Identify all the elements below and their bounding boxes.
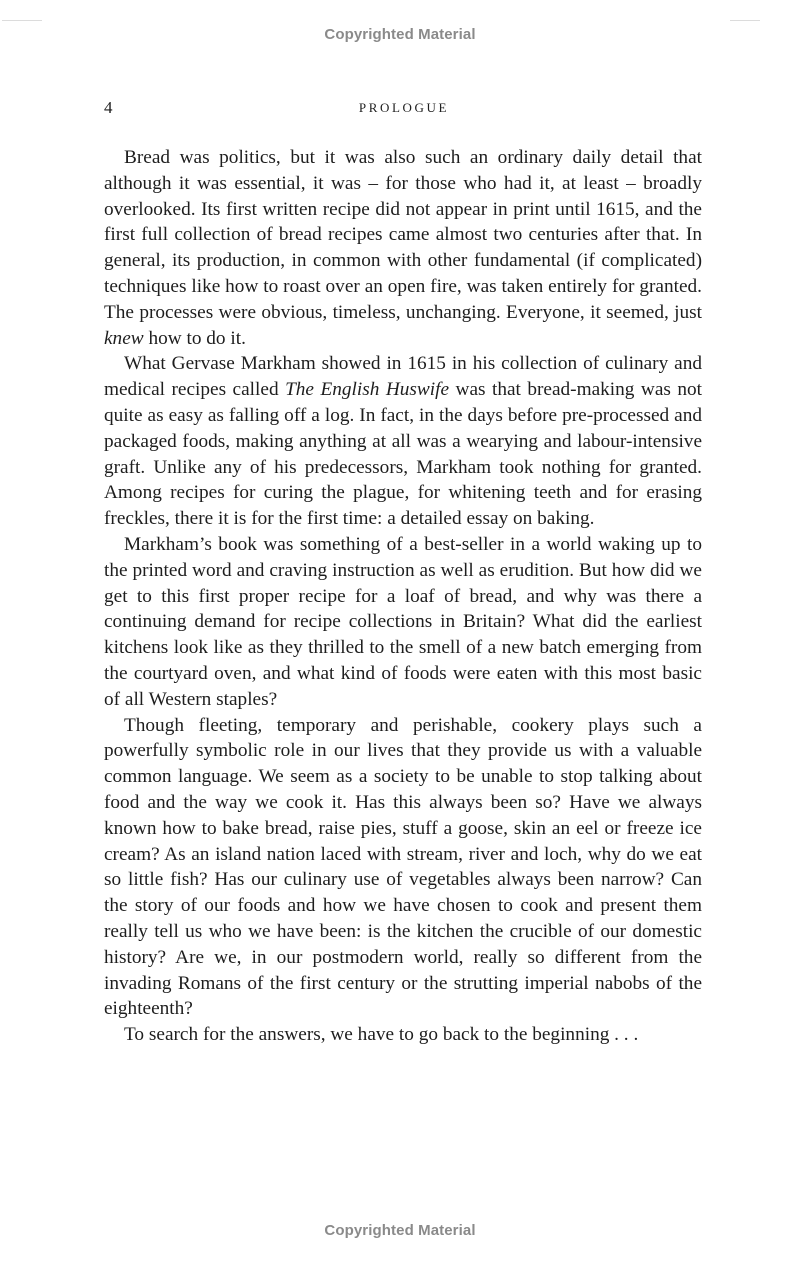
paragraph — [104, 145, 702, 351]
copyright-watermark-bottom: Copyrighted Material — [324, 1222, 476, 1239]
book-title: The English Huswife — [285, 379, 450, 401]
paragraph-text: how to do it. — [143, 327, 246, 349]
paragraph-text: was that bread-making was not quite as easy as falling off a log. In fact, in the days before pre-processed and packaged foods, making anything at all was a wearying and labour-intensive graft. Unlike any of his predecessors, Markham took nothing for granted. Among recipes for curing the plague, for whitening teeth and for erasing freckles, there it is for the first time: a detailed essay on baking. — [104, 379, 702, 530]
paragraph-text: Bread was politics, but it was also such an ordinary daily detail that although it was essential, it was – for those who had it, at least – broadly overlooked. Its first written recipe did not appear in print until 1615, and the first full collection of bread recipes came almost two centuries after that. In general, its production, in common with other fundamental (if complicated) techniques like how to roast over an open fire, was taken entirely for granted. The processes were obvious, timeless, unchanging. Everyone, it seemed, just — [104, 147, 702, 323]
emphasis-text: knew — [104, 327, 144, 349]
running-title: PROLOGUE — [358, 100, 450, 115]
scan-artifact-line — [2, 20, 42, 21]
paragraph: Markham’s book was something of a best-seller in a world waking up to the printed word and craving instruction as well as erudition. But how did we get to this first proper recipe for a loaf of bread, and why was there a continuing demand for recipe collections in Britain? What did the earliest kitchens look like as they thrilled to the smell of a new batch emerging from the courtyard oven, and what kind of foods were eaten with this most basic of all Western staples? — [104, 533, 702, 710]
scan-artifact-line — [730, 20, 760, 21]
paragraph-text: What Gervase Markham showed in 1615 in his collection of culinary and medical recipes called — [104, 353, 702, 401]
paragraph — [104, 351, 702, 532]
running-head — [104, 98, 704, 120]
paragraph: Though fleeting, temporary and perishable, cookery plays such a powerfully symbolic role in our lives that they provide us with a valuable common language. We seem as a society to be unable to stop talking about food and the way we cook it. Has this always been so? Have we always known how to bake bread, raise pies, stuff a goose, skin an eel or freeze ice cream? As an island nation laced with stream, river and loch, why do we eat so little fish? Has our culinary use of vegetables always been narrow? Can the story of our foods and how we have chosen to cook and present them really tell us who we have been: is the kitchen the crucible of our domestic history? Are we, in our postmodern world, really so different from the invading Romans of the first century or the strutting imperial nabobs of the eighteenth? — [104, 714, 702, 1020]
copyright-watermark-top: Copyrighted Material — [324, 26, 476, 43]
page-number: 4 — [104, 98, 113, 117]
body-text — [104, 145, 702, 1048]
paragraph: To search for the answers, we have to go back to the beginning . . . — [124, 1024, 639, 1046]
